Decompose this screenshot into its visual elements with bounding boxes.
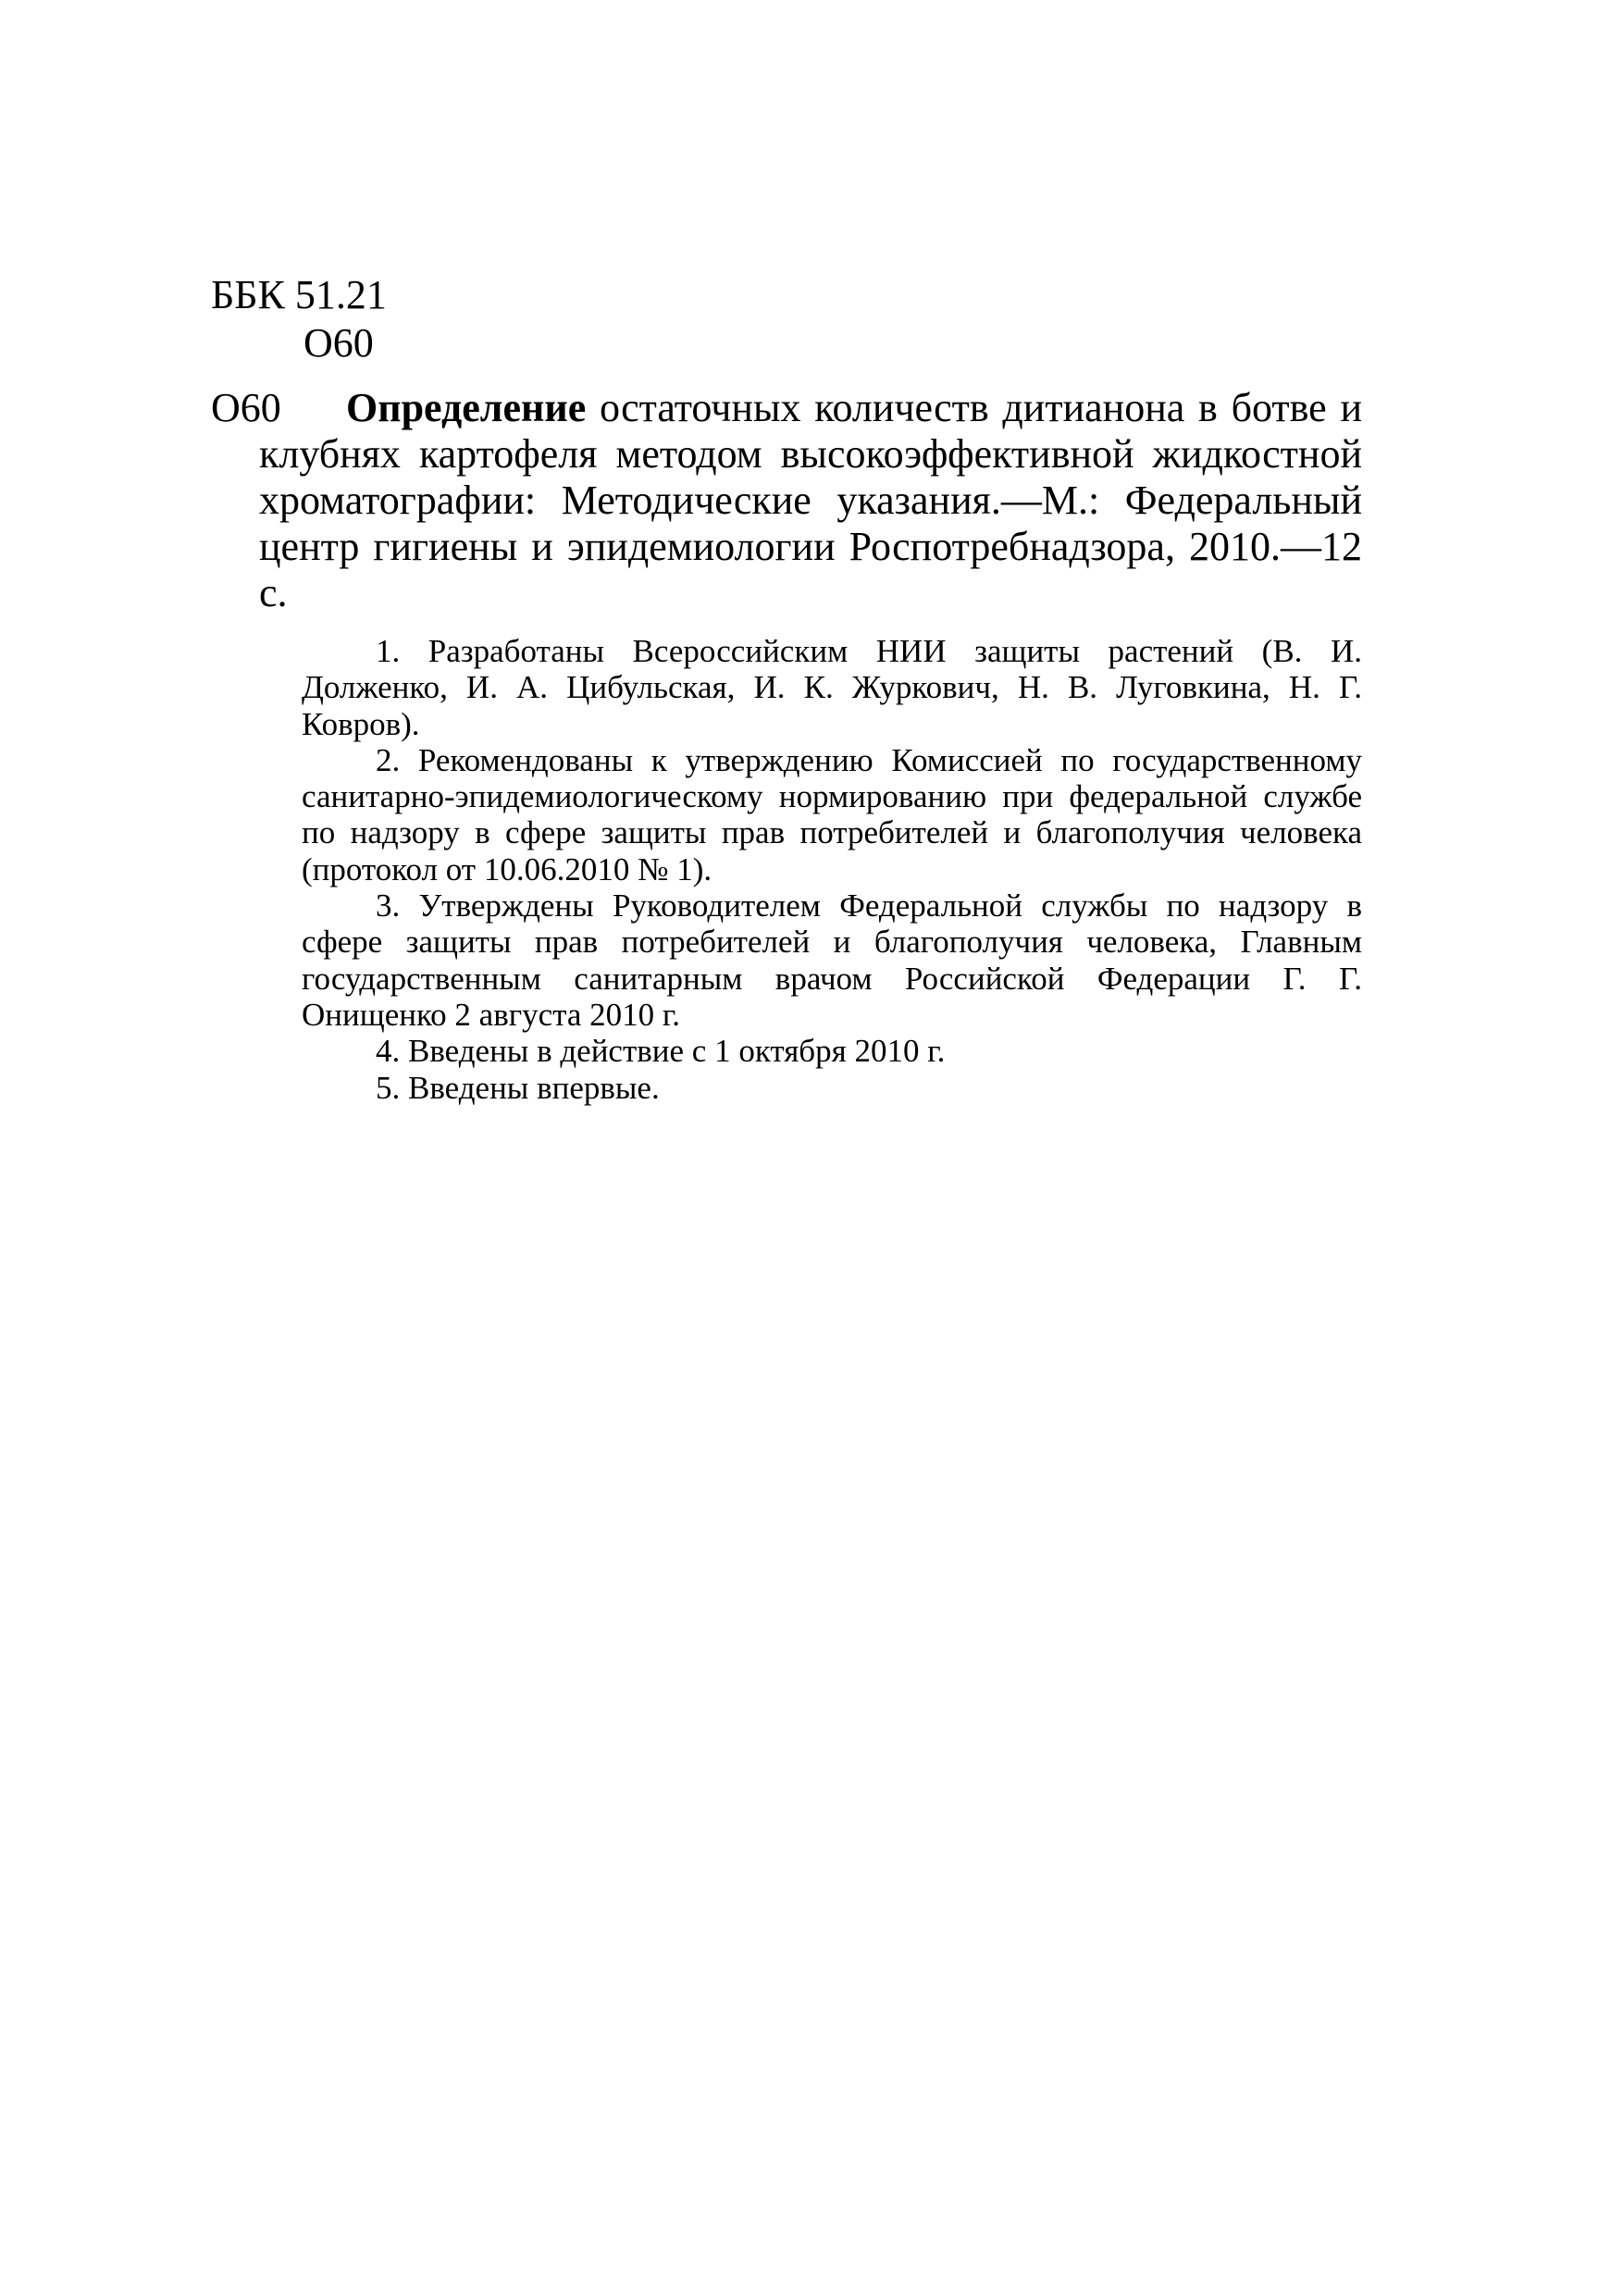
author-mark: О60 (304, 320, 374, 366)
note-4: 4. Введены в действие с 1 октября 2010 г. (376, 1033, 946, 1070)
entry-title-rest: остаточных количеств дитианона в ботве и клубнях картофеля методом высокоэффективной жидкостной хроматографии: Методические указания.—М.: Федеральный центр гигиены и эпидемиологии Роспотребнадзора, 2010.—12 с. (259, 385, 1362, 615)
publication-notes (302, 633, 1362, 1106)
note-3: 3. Утверждены Руководителем Федеральной службы по надзору в сфере защиты прав потребителей и благополучия человека, Главным государственным санитарным врачом Российской Федерации Г. Г. Онищенко 2 августа 2010 г. (302, 887, 1362, 1033)
bbk-code: ББК 51.21 (211, 272, 387, 317)
entry-author-mark: О60 (211, 385, 281, 430)
entry-title-bold: Определение (346, 385, 587, 430)
note-1: 1. Разработаны Всероссийским НИИ защиты растений (В. И. Долженко, И. А. Цибульская, И. К. Журкович, Н. В. Луговкина, Н. Г. Ковров). (302, 633, 1362, 742)
bibliographic-entry (259, 385, 1362, 616)
note-2: 2. Рекомендованы к утверждению Комиссией по государственному санитарно-эпидемиологическому нормированию при федеральной службе по надзору в сфере защиты прав потребителей и благополучия человека (протокол от 10.06.2010 № 1). (302, 741, 1362, 887)
note-5: 5. Введены впервые. (376, 1069, 660, 1106)
